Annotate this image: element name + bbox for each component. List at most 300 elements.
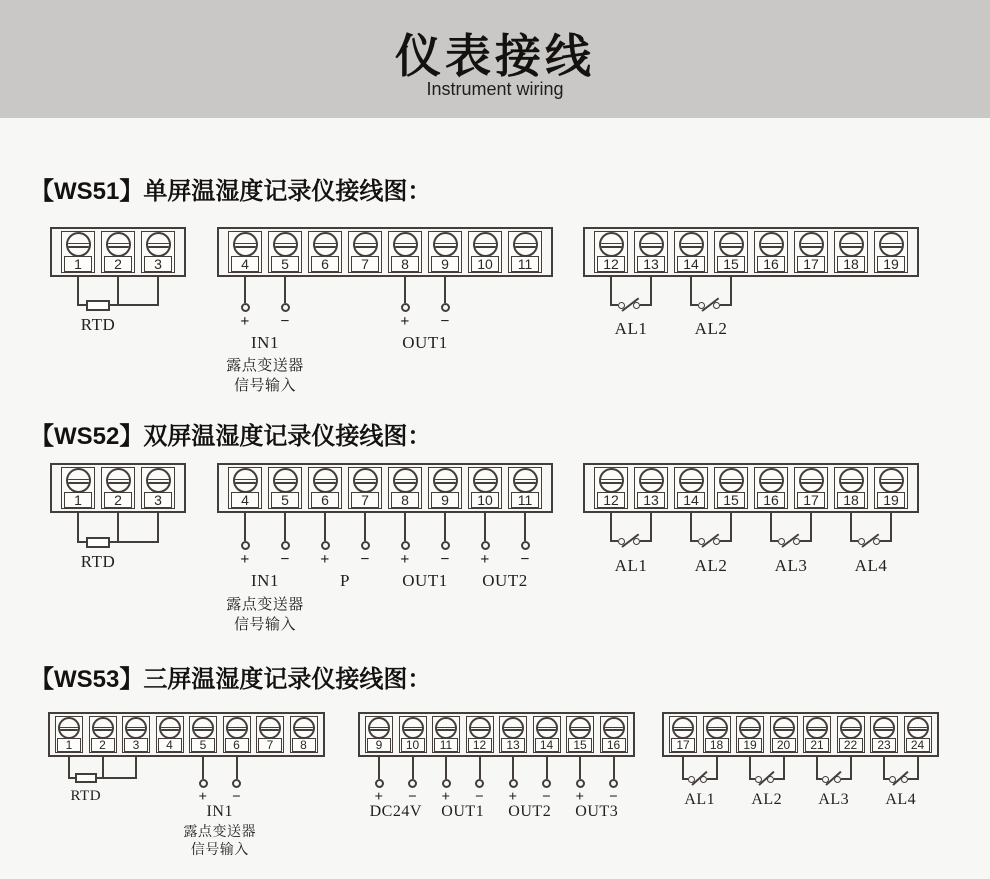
terminal-15 [566, 716, 594, 753]
terminal-block [50, 227, 186, 277]
signal-label: P [340, 571, 350, 590]
screw-slot [435, 729, 457, 731]
screw-slot [513, 482, 538, 484]
screw-icon [473, 468, 498, 493]
terminal-3 [141, 231, 175, 273]
relay-wire [890, 513, 892, 542]
terminal-7 [256, 716, 284, 753]
terminal-number: 17 [797, 256, 825, 272]
signal-label: 信号输入 [233, 617, 297, 633]
screw-slot [353, 479, 378, 481]
terminal-block [50, 463, 186, 513]
polarity-sign: + [374, 789, 384, 805]
screw-slot [603, 727, 625, 729]
screw-slot [839, 482, 864, 484]
polarity-sign: + [240, 313, 250, 330]
signal-label: IN1 [206, 803, 233, 820]
screw-slot [353, 482, 378, 484]
signal-wire [364, 513, 366, 541]
alarm-label: AL3 [818, 791, 850, 808]
wire-end-connector-icon [401, 303, 410, 312]
relay-wire [749, 778, 755, 780]
screw-slot [192, 727, 214, 729]
screw-slot [719, 479, 744, 481]
polarity-sign: + [480, 551, 490, 568]
screw-slot [106, 246, 131, 248]
screw-slot [502, 727, 524, 729]
screw-slot [759, 479, 784, 481]
screw-slot [879, 482, 904, 484]
relay-wire [610, 540, 618, 542]
wire-end-connector-icon [321, 541, 330, 550]
signal-wire [404, 513, 406, 541]
terminal-number: 16 [602, 738, 626, 752]
relay-wire [730, 513, 732, 542]
screw-icon [92, 717, 114, 739]
screw-slot [840, 729, 862, 731]
rtd-wire [117, 277, 119, 306]
screw-slot [233, 479, 258, 481]
screw-slot [393, 482, 418, 484]
terminal-number: 7 [351, 492, 379, 508]
screw-icon [879, 468, 904, 493]
rtd-wire [157, 513, 159, 543]
terminal-number: 22 [839, 738, 863, 752]
screw-slot [259, 729, 281, 731]
screw-icon [368, 717, 390, 739]
signal-label: OUT1 [402, 333, 448, 352]
rtd-label: RTD [80, 552, 116, 571]
screw-slot [907, 727, 929, 729]
screw-icon [840, 717, 862, 739]
alarm-label: AL2 [751, 791, 783, 808]
polarity-sign: + [400, 313, 410, 330]
terminal-block [662, 712, 939, 757]
terminal-block [217, 463, 553, 513]
screw-slot [402, 727, 424, 729]
screw-slot [907, 729, 929, 731]
signal-wire [484, 513, 486, 541]
relay-wire [610, 277, 612, 306]
rtd-wire [102, 757, 104, 779]
screw-slot [473, 243, 498, 245]
screw-slot [313, 243, 338, 245]
wire-end-connector-icon [375, 779, 384, 788]
screw-slot [679, 482, 704, 484]
screw-slot [146, 482, 171, 484]
terminal-number: 15 [568, 738, 592, 752]
terminal-6 [223, 716, 251, 753]
screw-icon [679, 232, 704, 257]
relay-wire [810, 513, 812, 542]
relay-wire [650, 513, 652, 542]
screw-slot [873, 729, 895, 731]
screw-slot [799, 246, 824, 248]
screw-icon [799, 232, 824, 257]
terminal-4 [156, 716, 184, 753]
relay-wire [883, 757, 885, 780]
signal-wire [444, 277, 446, 303]
signal-label: IN1 [251, 571, 279, 590]
signal-wire [378, 757, 380, 779]
wire-end-connector-icon [281, 541, 290, 550]
terminal-2 [101, 467, 135, 509]
screw-icon [839, 468, 864, 493]
relay-wire [716, 757, 718, 780]
screw-slot [773, 729, 795, 731]
terminal-23 [870, 716, 898, 753]
page-title: 仪表接线 [395, 30, 595, 82]
terminal-number: 7 [351, 256, 379, 272]
polarity-sign: − [520, 551, 530, 568]
rtd-wire [117, 513, 119, 543]
screw-slot [233, 243, 258, 245]
terminal-number: 15 [717, 256, 745, 272]
page-subtitle: Instrument wiring [426, 79, 564, 99]
terminal-number: 15 [717, 492, 745, 508]
screw-slot [106, 243, 131, 245]
polarity-sign: − [440, 551, 450, 568]
terminal-number: 12 [597, 256, 625, 272]
terminal-number: 4 [231, 492, 259, 508]
terminal-13 [634, 231, 668, 273]
screw-slot [368, 729, 390, 731]
screw-slot [759, 482, 784, 484]
relay-wire [774, 778, 784, 780]
wire-end-connector-icon [199, 779, 208, 788]
terminal-number: 4 [231, 256, 259, 272]
screw-slot [259, 727, 281, 729]
terminal-11 [432, 716, 460, 753]
screw-slot [773, 727, 795, 729]
terminal-number: 12 [597, 492, 625, 508]
wire-end-connector-icon [509, 779, 518, 788]
section-title-ws51: 【WS51】单屏温湿度记录仪接线图： [30, 178, 432, 205]
terminal-number: 7 [258, 738, 282, 752]
relay-wire [690, 540, 698, 542]
screw-icon [759, 468, 784, 493]
screw-icon [502, 717, 524, 739]
screw-slot [639, 243, 664, 245]
terminal-1 [61, 467, 95, 509]
screw-icon [759, 232, 784, 257]
terminal-17 [794, 467, 828, 509]
screw-slot [799, 243, 824, 245]
screw-slot [839, 246, 864, 248]
screw-slot [599, 482, 624, 484]
screw-slot [226, 729, 248, 731]
terminal-number: 5 [271, 492, 299, 508]
terminal-number: 2 [91, 738, 115, 752]
screw-slot [706, 727, 728, 729]
screw-icon [233, 468, 258, 493]
screw-slot [393, 479, 418, 481]
screw-slot [66, 479, 91, 481]
terminal-2 [89, 716, 117, 753]
screw-slot [313, 482, 338, 484]
terminal-number: 23 [872, 738, 896, 752]
screw-icon [603, 717, 625, 739]
terminal-4 [228, 231, 262, 273]
signal-wire [284, 277, 286, 303]
screw-slot [433, 479, 458, 481]
signal-wire [284, 513, 286, 541]
signal-label: 露点变送器 [226, 358, 304, 374]
screw-slot [603, 729, 625, 731]
terminal-number: 9 [367, 738, 391, 752]
terminal-2 [101, 231, 135, 273]
rtd-wire [135, 757, 137, 779]
screw-slot [273, 479, 298, 481]
screw-icon [66, 468, 91, 493]
polarity-sign: + [575, 789, 585, 805]
screw-slot [719, 246, 744, 248]
screw-icon [599, 232, 624, 257]
screw-slot [879, 243, 904, 245]
relay-wire [720, 540, 733, 542]
terminal-number: 8 [391, 492, 419, 508]
terminal-number: 10 [401, 738, 425, 752]
screw-slot [106, 482, 131, 484]
wire-end-connector-icon [281, 303, 290, 312]
terminal-12 [466, 716, 494, 753]
terminal-8 [290, 716, 318, 753]
screw-icon [569, 717, 591, 739]
signal-label: 信号输入 [190, 843, 249, 858]
screw-slot [353, 243, 378, 245]
signal-wire [244, 513, 246, 541]
relay-wire [610, 513, 612, 542]
terminal-number: 5 [191, 738, 215, 752]
terminal-19 [874, 231, 908, 273]
terminal-number: 11 [511, 492, 539, 508]
terminal-block [583, 463, 919, 513]
screw-slot [639, 482, 664, 484]
screw-slot [433, 246, 458, 248]
relay-wire [917, 757, 919, 780]
rtd-wire [77, 513, 79, 543]
terminal-9 [365, 716, 393, 753]
polarity-sign: − [407, 789, 418, 805]
terminal-18 [834, 231, 868, 273]
screw-slot [469, 729, 491, 731]
screw-slot [58, 729, 80, 731]
terminal-1 [55, 716, 83, 753]
signal-wire [324, 513, 326, 541]
signal-label: OUT2 [508, 803, 552, 820]
relay-wire [816, 757, 818, 780]
polarity-sign: − [541, 789, 552, 805]
screw-icon [58, 717, 80, 739]
screw-slot [569, 729, 591, 731]
screw-slot [393, 243, 418, 245]
relay-wire [883, 778, 889, 780]
terminal-number: 1 [64, 256, 92, 272]
wire-end-connector-icon [232, 779, 241, 788]
terminal-number: 13 [501, 738, 525, 752]
screw-icon [226, 717, 248, 739]
polarity-sign: − [280, 551, 290, 568]
screw-slot [806, 729, 828, 731]
relay-wire [841, 778, 851, 780]
rtd-wire [68, 757, 70, 779]
screw-slot [159, 727, 181, 729]
polarity-sign: − [474, 789, 485, 805]
terminal-number: 16 [757, 492, 785, 508]
screw-slot [125, 727, 147, 729]
terminal-number: 10 [471, 492, 499, 508]
terminal-7 [348, 467, 382, 509]
signal-wire [244, 277, 246, 303]
screw-slot [839, 243, 864, 245]
alarm-label: AL1 [614, 319, 648, 338]
screw-slot [679, 246, 704, 248]
terminal-number: 12 [468, 738, 492, 752]
terminal-number: 18 [837, 492, 865, 508]
screw-slot [513, 246, 538, 248]
terminal-8 [388, 231, 422, 273]
terminal-12 [594, 231, 628, 273]
screw-slot [739, 729, 761, 731]
screw-icon [402, 717, 424, 739]
screw-icon [393, 468, 418, 493]
screw-slot [192, 729, 214, 731]
screw-slot [799, 479, 824, 481]
terminal-14 [674, 231, 708, 273]
screw-slot [233, 482, 258, 484]
relay-wire [610, 304, 618, 306]
terminal-number: 4 [158, 738, 182, 752]
alarm-label: AL1 [614, 556, 648, 575]
screw-icon [313, 232, 338, 257]
screw-slot [92, 729, 114, 731]
relay-wire [690, 277, 692, 306]
screw-slot [672, 727, 694, 729]
alarm-label: AL2 [694, 319, 728, 338]
terminal-9 [428, 231, 462, 273]
screw-slot [66, 246, 91, 248]
terminal-11 [508, 467, 542, 509]
terminal-3 [141, 467, 175, 509]
screw-icon [125, 717, 147, 739]
screw-slot [502, 729, 524, 731]
relay-wire [850, 540, 858, 542]
screw-icon [66, 232, 91, 257]
signal-wire [236, 757, 238, 779]
terminal-24 [904, 716, 932, 753]
terminal-7 [348, 231, 382, 273]
relay-wire [770, 513, 772, 542]
screw-icon [719, 232, 744, 257]
screw-slot [706, 729, 728, 731]
screw-icon [273, 232, 298, 257]
screw-slot [233, 246, 258, 248]
rtd-resistor-icon [75, 773, 97, 783]
relay-wire [850, 757, 852, 780]
screw-slot [672, 729, 694, 731]
signal-label: 露点变送器 [183, 825, 256, 840]
screw-slot [679, 479, 704, 481]
terminal-number: 17 [671, 738, 695, 752]
terminal-number: 17 [797, 492, 825, 508]
wire-end-connector-icon [441, 541, 450, 550]
screw-slot [473, 246, 498, 248]
terminal-10 [399, 716, 427, 753]
terminal-10 [468, 467, 502, 509]
screw-slot [146, 246, 171, 248]
terminal-21 [803, 716, 831, 753]
screw-icon [433, 468, 458, 493]
terminal-16 [754, 231, 788, 273]
terminal-5 [268, 231, 302, 273]
signal-label: 信号输入 [233, 378, 297, 394]
screw-slot [273, 482, 298, 484]
screw-icon [639, 232, 664, 257]
screw-icon [192, 717, 214, 739]
screw-icon [146, 468, 171, 493]
rtd-wire [77, 277, 79, 306]
terminal-3 [122, 716, 150, 753]
screw-slot [759, 243, 784, 245]
wire-end-connector-icon [401, 541, 410, 550]
relay-wire [908, 778, 918, 780]
screw-slot [473, 479, 498, 481]
relay-wire [850, 513, 852, 542]
terminal-number: 2 [104, 492, 132, 508]
relay-wire [682, 757, 684, 780]
terminal-number: 11 [511, 256, 539, 272]
wire-end-connector-icon [542, 779, 551, 788]
screw-slot [879, 479, 904, 481]
relay-wire [640, 540, 653, 542]
terminal-number: 6 [225, 738, 249, 752]
screw-slot [639, 246, 664, 248]
terminal-14 [533, 716, 561, 753]
terminal-6 [308, 467, 342, 509]
terminal-18 [703, 716, 731, 753]
alarm-label: AL3 [774, 556, 808, 575]
screw-slot [402, 729, 424, 731]
polarity-sign: + [441, 789, 451, 805]
screw-icon [469, 717, 491, 739]
terminal-number: 6 [311, 256, 339, 272]
wire-end-connector-icon [441, 303, 450, 312]
screw-icon [293, 717, 315, 739]
terminal-12 [594, 467, 628, 509]
screw-icon [273, 468, 298, 493]
screw-slot [879, 246, 904, 248]
screw-slot [273, 246, 298, 248]
relay-wire [749, 757, 751, 780]
terminal-number: 1 [57, 738, 81, 752]
screw-slot [469, 727, 491, 729]
terminal-number: 19 [877, 256, 905, 272]
screw-slot [719, 482, 744, 484]
screw-slot [569, 727, 591, 729]
terminal-number: 3 [144, 256, 172, 272]
polarity-sign: + [320, 551, 330, 568]
screw-icon [435, 717, 457, 739]
terminal-number: 19 [738, 738, 762, 752]
screw-slot [433, 482, 458, 484]
alarm-label: AL4 [854, 556, 888, 575]
polarity-sign: + [400, 551, 410, 568]
signal-label: OUT1 [402, 571, 448, 590]
rtd-resistor-icon [86, 537, 110, 548]
screw-slot [513, 243, 538, 245]
relay-wire [690, 513, 692, 542]
screw-icon [839, 232, 864, 257]
